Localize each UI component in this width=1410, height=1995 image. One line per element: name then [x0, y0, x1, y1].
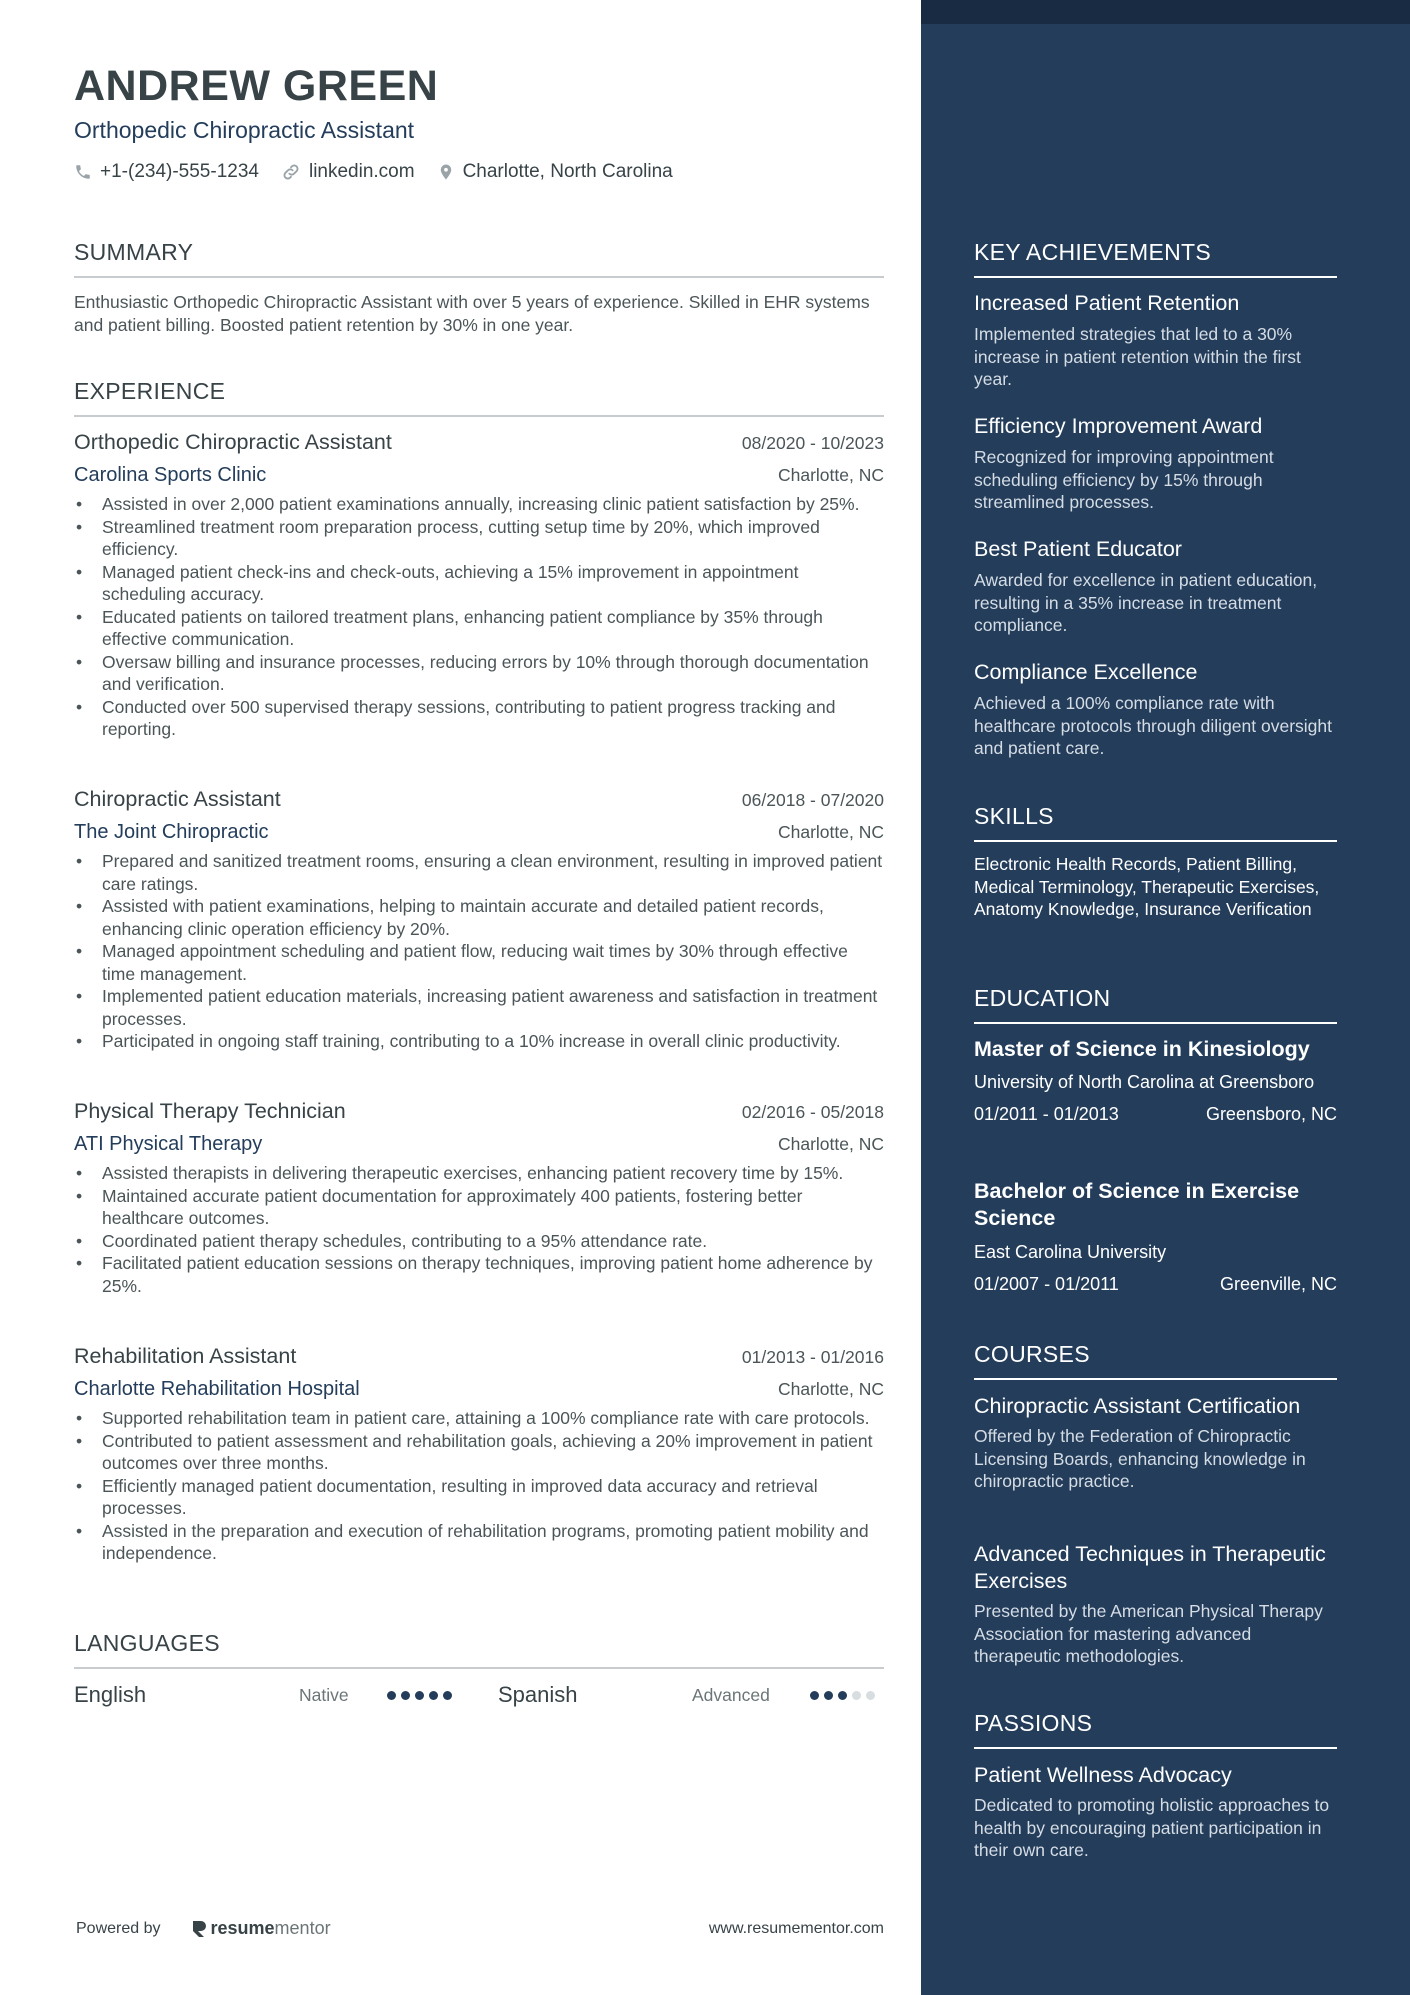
- candidate-name: ANDREW GREEN: [74, 62, 439, 110]
- language-item: [498, 1682, 884, 1708]
- section-divider: [974, 1747, 1337, 1749]
- bullet-item: • Contributed to patient assessment and rehabilitation goals, achieving a 20% improvement in patient outcomes over three months.: [102, 1430, 884, 1475]
- contact-phone[interactable]: [74, 161, 259, 183]
- job-company: Carolina Sports Clinic: [74, 464, 267, 486]
- job-dates: 01/2013 - 01/2016: [741, 1347, 884, 1367]
- bullet-item: • Supported rehabilitation team in patient care, attaining a 100% compliance rate with care protocols.: [102, 1407, 884, 1430]
- achievement-heading: Compliance Excellence: [974, 660, 1198, 684]
- skills-title: SKILLS: [974, 803, 1054, 829]
- phone-icon: [74, 163, 92, 181]
- passions-section: [974, 1710, 1337, 1749]
- section-divider: [74, 276, 884, 278]
- footer-powered: [76, 1918, 331, 1939]
- bullet-item: • Assisted therapists in delivering therapeutic exercises, enhancing patient recovery time by 15%.: [102, 1162, 884, 1185]
- bullet-item: • Educated patients on tailored treatment plans, enhancing patient compliance by 35% through effective communication.: [102, 606, 884, 651]
- language-level: Native: [299, 1684, 349, 1705]
- job-role: Chiropractic Assistant: [74, 787, 281, 811]
- bullet-item: • Facilitated patient education sessions on therapy techniques, improving patient home adherence by 25%.: [102, 1252, 884, 1297]
- job-location: Charlotte, NC: [777, 1134, 884, 1154]
- job-dates: 06/2018 - 07/2020: [741, 790, 884, 810]
- achievements-title: KEY ACHIEVEMENTS: [974, 239, 1212, 265]
- education-dates: 01/2011 - 01/2013: [974, 1103, 1119, 1124]
- section-divider: [974, 1378, 1337, 1380]
- passion-heading: Patient Wellness Advocacy: [974, 1763, 1232, 1787]
- resumementor-logo-icon: [191, 1920, 207, 1938]
- education-location: Greensboro, NC: [1205, 1103, 1337, 1124]
- job-entry: [74, 430, 884, 741]
- job-bullets: [74, 1407, 884, 1565]
- job-dates: 02/2016 - 05/2018: [741, 1102, 884, 1122]
- achievement-text: Awarded for excellence in patient education, resulting in a 35% increase in treatment compliance.: [974, 570, 1318, 635]
- achievement-item: [974, 537, 1337, 637]
- job-location: Charlotte, NC: [777, 822, 884, 842]
- location-pin-icon: [437, 162, 455, 182]
- achievement-text: Achieved a 100% compliance rate with healthcare protocols through diligent oversight and patient care.: [974, 693, 1332, 758]
- summary-section: [74, 239, 884, 337]
- job-bullets: [74, 1162, 884, 1297]
- education-meta: [974, 1274, 1337, 1295]
- bullet-item: • Oversaw billing and insurance processes, reducing errors by 10% through thorough documentation and verification.: [102, 651, 884, 696]
- education-school: University of North Carolina at Greensboro: [974, 1072, 1315, 1092]
- job-role: Orthopedic Chiropractic Assistant: [74, 430, 392, 454]
- section-divider: [974, 1022, 1337, 1024]
- achievement-heading: Increased Patient Retention: [974, 291, 1240, 315]
- job-entry: [74, 787, 884, 1053]
- achievement-text: Implemented strategies that led to a 30% increase in patient retention within the first year.: [974, 324, 1301, 389]
- bullet-item: • Assisted in over 2,000 patient examinations annually, increasing clinic patient satisfaction by 25%.: [102, 493, 884, 516]
- bullet-item: • Streamlined treatment room preparation process, cutting setup time by 20%, which improved efficiency.: [102, 516, 884, 561]
- bullet-item: • Participated in ongoing staff training, contributing to a 10% increase in overall clinic productivity.: [102, 1030, 884, 1053]
- education-degree: Master of Science in Kinesiology: [974, 1037, 1310, 1061]
- education-dates: 01/2007 - 01/2011: [974, 1273, 1119, 1294]
- achievement-text: Recognized for improving appointment scheduling efficiency by 15% through streamlined processes.: [974, 447, 1274, 512]
- job-entry: [74, 1099, 884, 1297]
- job-location: Charlotte, NC: [777, 1379, 884, 1399]
- courses-title: COURSES: [974, 1341, 1090, 1367]
- proficiency-dot-empty: [852, 1691, 861, 1700]
- education-item: [974, 1178, 1337, 1295]
- section-divider: [974, 276, 1337, 278]
- contact-bar: [74, 161, 695, 183]
- job-bullets: [74, 493, 884, 741]
- achievement-item: [974, 660, 1337, 760]
- brand-name-bold: resume: [210, 1918, 275, 1938]
- education-title: EDUCATION: [974, 985, 1111, 1011]
- achievement-item: [974, 291, 1337, 391]
- job-dates: 08/2020 - 10/2023: [741, 433, 884, 453]
- education-location: Greenville, NC: [1219, 1273, 1337, 1294]
- proficiency-dot-filled: [824, 1691, 833, 1700]
- bullet-item: • Managed patient check-ins and check-outs, achieving a 15% improvement in appointment scheduling accuracy.: [102, 561, 884, 606]
- job-company: The Joint Chiropractic: [74, 821, 269, 843]
- brand-logo[interactable]: [191, 1918, 331, 1939]
- job-location: Charlotte, NC: [777, 465, 884, 485]
- language-name: English: [74, 1682, 147, 1707]
- language-level: Advanced: [692, 1684, 770, 1705]
- course-item: [974, 1393, 1337, 1493]
- bullet-item: • Assisted in the preparation and execution of rehabilitation programs, promoting patient mobility and independence.: [102, 1520, 884, 1565]
- job-role: Rehabilitation Assistant: [74, 1344, 297, 1368]
- summary-text: Enthusiastic Orthopedic Chiropractic Assistant with over 5 years of experience. Skilled in EHR systems and patient billing. Boosted patient retention by 30% in one year.: [74, 292, 870, 335]
- proficiency-dot-filled: [838, 1691, 847, 1700]
- link-text: linkedin.com: [308, 161, 415, 182]
- bullet-item: • Prepared and sanitized treatment rooms, ensuring a clean environment, resulting in improved patient care ratings.: [102, 850, 884, 895]
- language-item: [74, 1682, 459, 1708]
- brand-name-light: mentor: [274, 1918, 331, 1938]
- skills-text: Electronic Health Records, Patient Billing, Medical Terminology, Therapeutic Exercises, Anatomy Knowledge, Insurance Verification: [974, 854, 1320, 919]
- language-dots: [810, 1691, 880, 1700]
- achievement-item: [974, 414, 1337, 514]
- bullet-item: • Coordinated patient therapy schedules, contributing to a 95% attendance rate.: [102, 1230, 884, 1253]
- bullet-item: • Maintained accurate patient documentation for approximately 400 patients, fostering better healthcare outcomes.: [102, 1185, 884, 1230]
- summary-title: SUMMARY: [74, 239, 194, 265]
- contact-link[interactable]: [281, 161, 415, 183]
- education-degree: Bachelor of Science in Exercise Science: [974, 1179, 1300, 1230]
- language-name: Spanish: [498, 1682, 578, 1707]
- course-item: [974, 1541, 1337, 1668]
- course-text: Presented by the American Physical Therapy Association for mastering advanced therapeutic methodologies.: [974, 1601, 1323, 1666]
- achievement-heading: Best Patient Educator: [974, 537, 1182, 561]
- skills-section: [974, 803, 1337, 921]
- bullet-item: • Assisted with patient examinations, helping to maintain accurate and detailed patient records, enhancing clinic operation efficiency by 20%.: [102, 895, 884, 940]
- achievements-section: [974, 239, 1337, 278]
- job-entry: [74, 1344, 884, 1565]
- proficiency-dot-filled: [387, 1691, 396, 1700]
- education-school: East Carolina University: [974, 1242, 1167, 1262]
- education-section: [974, 985, 1337, 1024]
- location-text: Charlotte, North Carolina: [462, 161, 673, 182]
- contact-location: [437, 161, 673, 183]
- proficiency-dot-filled: [429, 1691, 438, 1700]
- link-icon: [281, 162, 301, 182]
- experience-title: EXPERIENCE: [74, 378, 226, 404]
- candidate-title: Orthopedic Chiropractic Assistant: [74, 117, 415, 143]
- course-heading: Advanced Techniques in Therapeutic Exercises: [974, 1542, 1326, 1593]
- job-company: ATI Physical Therapy: [74, 1133, 263, 1155]
- language-dots: [387, 1691, 457, 1700]
- section-divider: [74, 415, 884, 417]
- achievement-heading: Efficiency Improvement Award: [974, 414, 1263, 438]
- passion-text: Dedicated to promoting holistic approaches to health by encouraging patient participation in their own care.: [974, 1795, 1330, 1860]
- proficiency-dot-filled: [415, 1691, 424, 1700]
- section-divider: [74, 1667, 884, 1669]
- passion-item: [974, 1763, 1337, 1862]
- languages-section: [74, 1630, 884, 1669]
- powered-by-label: Powered by: [76, 1919, 161, 1937]
- bullet-item: • Implemented patient education materials, increasing patient awareness and satisfaction in treatment processes.: [102, 985, 884, 1030]
- languages-title: LANGUAGES: [74, 1630, 220, 1656]
- courses-section: [974, 1341, 1337, 1380]
- job-role: Physical Therapy Technician: [74, 1099, 346, 1123]
- education-meta: [974, 1104, 1337, 1125]
- bullet-item: • Managed appointment scheduling and patient flow, reducing wait times by 30% through effective time management.: [102, 940, 884, 985]
- section-divider: [974, 840, 1337, 842]
- bullet-item: • Conducted over 500 supervised therapy sessions, contributing to patient progress tracking and reporting.: [102, 696, 884, 741]
- bullet-item: • Efficiently managed patient documentation, resulting in improved data accuracy and retrieval processes.: [102, 1475, 884, 1520]
- sidebar: [921, 0, 1410, 1995]
- proficiency-dot-empty: [866, 1691, 875, 1700]
- phone-text: +1-(234)-555-1234: [100, 161, 259, 182]
- sidebar-top-bar: [921, 0, 1410, 24]
- passions-title: PASSIONS: [974, 1710, 1093, 1736]
- job-company: Charlotte Rehabilitation Hospital: [74, 1378, 360, 1400]
- job-bullets: [74, 850, 884, 1053]
- footer-url[interactable]: www.resumementor.com: [708, 1920, 884, 1937]
- experience-section: [74, 378, 884, 417]
- course-heading: Chiropractic Assistant Certification: [974, 1394, 1301, 1418]
- proficiency-dot-filled: [810, 1691, 819, 1700]
- course-text: Offered by the Federation of Chiropractic Licensing Boards, enhancing knowledge in chiropractic practice.: [974, 1426, 1306, 1491]
- proficiency-dot-filled: [443, 1691, 452, 1700]
- education-item: [974, 1037, 1337, 1125]
- proficiency-dot-filled: [401, 1691, 410, 1700]
